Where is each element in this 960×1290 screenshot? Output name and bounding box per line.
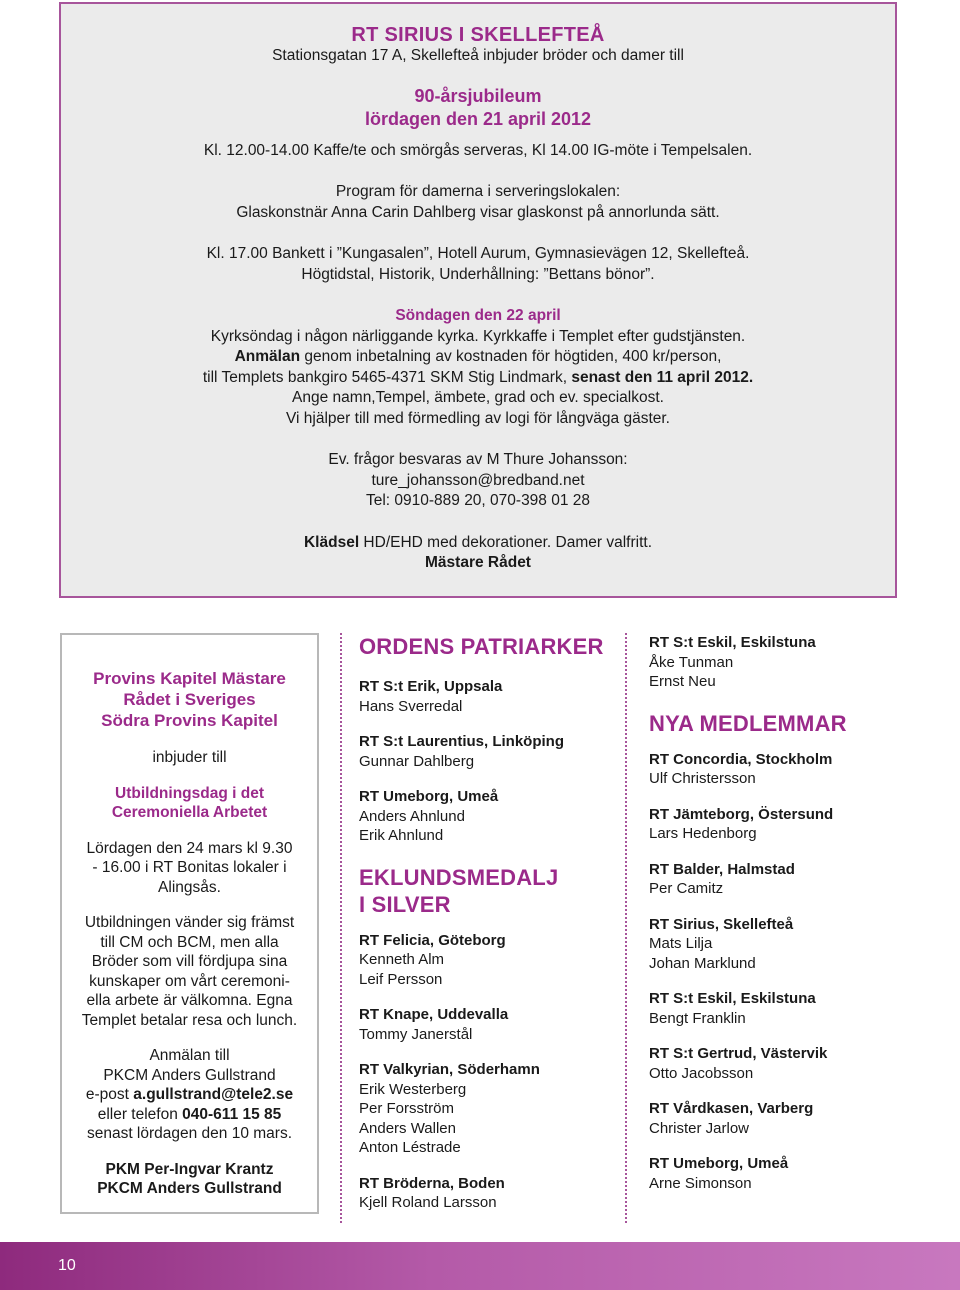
signup-line [61, 347, 895, 368]
member-name: Ernst Neu [649, 673, 716, 690]
member-name: Anders Ahnlund [359, 807, 465, 825]
lodge-entry [359, 1005, 619, 1044]
provincial-event-1: Utbildningsdag i det [115, 784, 264, 802]
ladies-program-detail: Glaskonstnär Anna Carin Dahlberg visar glaskonst på annorlunda sätt. [236, 203, 720, 221]
provincial-reg-1: Anmälan till [149, 1047, 230, 1064]
lodge-entry [649, 750, 939, 789]
bankgiro-deadline: senast den 11 april 2012. [571, 368, 754, 386]
invitation-signature: Mästare Rådet [425, 554, 531, 571]
lodge-name: RT S:t Eskil, Eskilstuna [649, 990, 816, 1007]
footer-bar [0, 1242, 960, 1290]
lodge-entry [649, 633, 939, 692]
member-name: Kjell Roland Larsson [359, 1194, 497, 1211]
lodge-name: RT Vårdkasen, Varberg [649, 1100, 814, 1117]
lodge-name: RT S:t Gertrud, Västervik [649, 1045, 828, 1062]
member-name: Per Camitz [649, 880, 724, 897]
member-name: Ulf Christersson [649, 770, 756, 787]
provincial-desc-1: Utbildningen vänder sig främst [84, 914, 295, 931]
member-name: Kenneth Alm [359, 951, 445, 968]
provincial-title-3: Södra Provins Kapitel [101, 711, 278, 730]
member-name: Erik Westerberg [359, 1080, 467, 1098]
provincial-phone: 040-611 15 85 [182, 1105, 282, 1123]
column-divider-left [340, 633, 342, 1223]
provincial-box [60, 633, 319, 1214]
member-name: Leif Persson [359, 970, 443, 988]
info-line-2: Vi hjälper till med förmedling av logi för långväga gäster. [286, 409, 670, 427]
medal-list [359, 931, 619, 1213]
lodge-name: RT Balder, Halmstad [649, 860, 795, 878]
lodge-entry [359, 931, 619, 990]
lodge-entry [649, 1154, 939, 1193]
medal-heading-line-2: I SILVER [359, 891, 451, 917]
new-members-heading: NYA MEDLEMMAR [649, 710, 847, 736]
jubilee-heading: 90-årsjubileum [414, 85, 542, 106]
lodge-name: RT Valkyrian, Söderhamn [359, 1061, 540, 1078]
provincial-signature-2: PKCM Anders Gullstrand [97, 1180, 282, 1197]
patriarker-heading: ORDENS PATRIARKER [359, 634, 604, 659]
provincial-title-1: Provins Kapitel Mästare [93, 669, 286, 688]
signup-text: genom inbetalning av kostnaden för högtiden, 400 kr/person, [300, 348, 722, 365]
member-name: Arne Simonson [649, 1174, 752, 1192]
lodge-name: RT Jämteborg, Östersund [649, 805, 834, 823]
provincial-desc-3: Bröder som vill fördjupa sina [91, 953, 288, 970]
provincial-desc-5: ella arbete är välkomna. Egna [86, 992, 293, 1009]
provincial-desc-4: kunskaper om vårt ceremoni- [89, 972, 290, 990]
lodge-entry [359, 677, 619, 716]
provincial-reg-4 [76, 1105, 303, 1125]
ladies-program-line: Program för damerna i serveringslokalen: [335, 183, 621, 200]
provincial-desc-2: till CM och BCM, men alla [100, 933, 279, 951]
patriarker-list [359, 677, 619, 846]
medal-heading-line-1: EKLUNDSMEDALJ [359, 864, 559, 890]
lodge-entry [649, 915, 939, 974]
invitation-subtitle: Stationsgatan 17 A, Skellefteå inbjuder bröder och damer till [272, 47, 684, 64]
lodge-entry [359, 1060, 619, 1158]
jubilee-date: lördagen den 21 april 2012 [364, 108, 592, 129]
bankgiro-text: till Templets bankgiro 5465-4371 SKM Stig Lindmark, [202, 368, 572, 386]
lodge-entry [649, 989, 939, 1028]
member-name: Otto Jacobsson [649, 1064, 754, 1082]
member-name: Lars Hedenborg [649, 825, 757, 842]
provincial-email-prefix: e-post [85, 1086, 134, 1103]
contact-phone: Tel: 0910-889 20, 070-398 01 28 [365, 492, 591, 509]
lodge-entry [649, 805, 939, 844]
member-name: Per Forsström [359, 1100, 455, 1117]
member-name: Gunnar Dahlberg [359, 752, 475, 770]
lodge-entry [649, 1099, 939, 1138]
member-name: Erik Ahnlund [359, 827, 444, 844]
new-members-list [649, 750, 939, 1194]
lodge-name: RT S:t Eskil, Eskilstuna [649, 634, 816, 651]
provincial-signature-1: PKM Per-Ingvar Krantz [105, 1160, 274, 1178]
provincial-title-2: Rådet i Sveriges [123, 690, 256, 709]
dress-code-label: Klädsel [303, 533, 360, 551]
member-name: Tommy Janerstål [359, 1025, 473, 1043]
lodge-name: RT S:t Laurentius, Linköping [359, 733, 564, 750]
provincial-reg-3 [76, 1085, 303, 1105]
provincial-when-2: - 16.00 i RT Bonitas lokaler i [92, 859, 287, 876]
column-divider-right [625, 633, 627, 1223]
member-name: Åke Tunman [649, 653, 734, 671]
sunday-heading: Söndagen den 22 april [395, 307, 561, 324]
lodge-name: RT Sirius, Skellefteå [649, 915, 794, 933]
provincial-reg-5: senast lördagen den 10 mars. [86, 1125, 293, 1142]
lodge-name: RT Felicia, Göteborg [359, 931, 506, 949]
lodge-entry [359, 787, 619, 846]
dress-code-text: HD/EHD med dekorationer. Damer valfritt. [359, 533, 652, 551]
signup-label: Anmälan [234, 348, 301, 365]
schedule-text: Kl. 12.00-14.00 Kaffe/te och smörgås serveras, Kl 14.00 IG-möte i Tempelsalen. [203, 141, 753, 159]
provincial-invites: inbjuder till [152, 749, 227, 766]
provincial-event-2: Ceremoniella Arbetet [111, 804, 268, 821]
member-name: Johan Marklund [649, 954, 756, 972]
provincial-when-3: Alingsås. [158, 878, 221, 896]
info-line-1: Ange namn,Tempel, ämbete, grad och ev. specialkost. [292, 389, 664, 406]
invitation-box [59, 2, 897, 598]
lodge-name: RT Umeborg, Umeå [359, 788, 499, 805]
lodge-entry [359, 1174, 619, 1213]
right-top-list [649, 633, 939, 692]
bankgiro-line [61, 368, 895, 389]
provincial-when-1: Lördagen den 24 mars kl 9.30 [86, 839, 293, 857]
banquet-line: Kl. 17.00 Bankett i ”Kungasalen”, Hotell Aurum, Gymnasievägen 12, Skellefteå. [206, 245, 750, 262]
lodge-name: RT S:t Erik, Uppsala [359, 678, 503, 695]
provincial-email: a.gullstrand@tele2.se [133, 1086, 294, 1103]
banquet-detail: Högtidstal, Historik, Underhållning: ”Bettans bönor”. [301, 265, 655, 283]
member-name: Anders Wallen [359, 1119, 456, 1137]
provincial-reg-2: PKCM Anders Gullstrand [103, 1066, 276, 1084]
lodge-entry [359, 732, 619, 771]
contact-email: ture_johansson@bredband.net [371, 471, 585, 489]
lodge-entry [649, 1044, 939, 1083]
member-name: Hans Sverredal [359, 697, 463, 715]
provincial-desc-6: Templet betalar resa och lunch. [81, 1011, 298, 1029]
sunday-text: Kyrksöndag i någon närliggande kyrka. Kyrkkaffe i Templet efter gudstjänsten. [210, 327, 746, 345]
dress-code-line [61, 533, 895, 554]
contact-line: Ev. frågor besvaras av M Thure Johansson: [328, 451, 628, 468]
lodge-name: RT Umeborg, Umeå [649, 1155, 789, 1172]
page-number: 10 [58, 1257, 76, 1274]
right-column [649, 633, 939, 1209]
member-name: Christer Jarlow [649, 1119, 750, 1137]
middle-column [359, 633, 619, 1229]
provincial-phone-prefix: eller telefon [97, 1105, 183, 1123]
member-name: Mats Lilja [649, 935, 713, 952]
lodge-name: RT Bröderna, Boden [359, 1174, 505, 1192]
invitation-title: RT SIRIUS I SKELLEFTEÅ [351, 24, 605, 46]
lodge-name: RT Concordia, Stockholm [649, 750, 833, 768]
member-name: Bengt Franklin [649, 1009, 746, 1027]
member-name: Anton Léstrade [359, 1139, 461, 1156]
lodge-entry [649, 860, 939, 899]
lodge-name: RT Knape, Uddevalla [359, 1006, 509, 1023]
